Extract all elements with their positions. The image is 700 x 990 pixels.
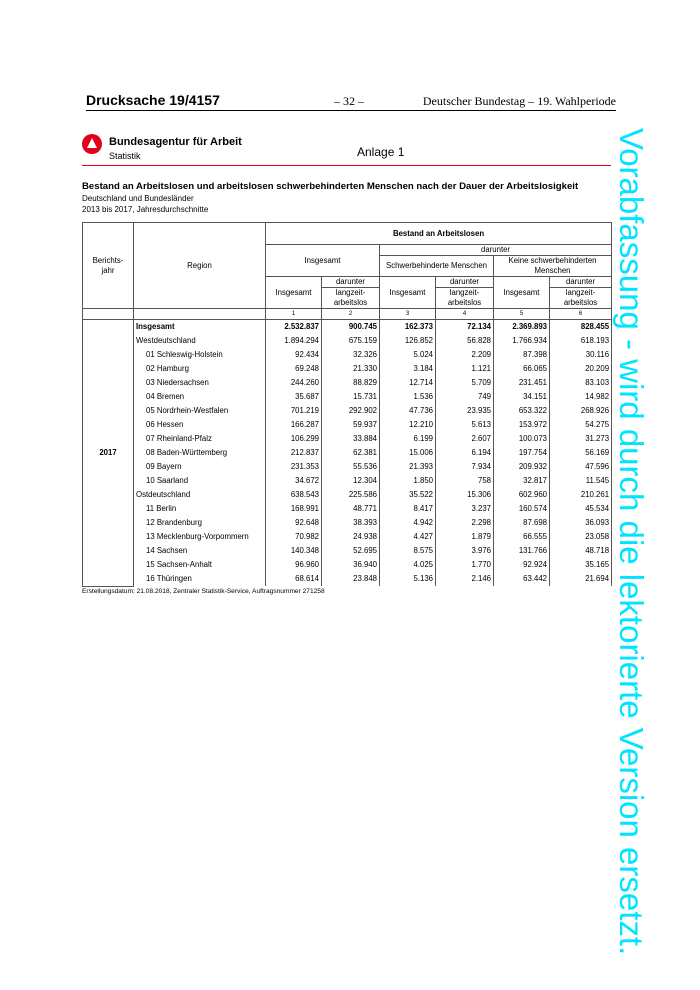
region-cell: 01 Schleswig-Holstein [134,348,266,362]
table-row [83,460,612,474]
header-bestand: Bestand an Arbeitslosen [266,223,612,245]
region-cell: 06 Hessen [134,418,266,432]
header-langzeit-2: langzeit- arbeitslos [436,288,494,309]
value-cell: 56.169 [550,446,612,460]
table-row [83,558,612,572]
value-cell: 15.006 [380,446,436,460]
value-cell: 1.766.934 [494,334,550,348]
value-cell: 15.306 [436,488,494,502]
column-index: 6 [550,309,612,320]
header-keine-schwerbehindert: Keine schwerbehinderten Menschen [494,256,612,277]
region-cell: 16 Thüringen [134,572,266,586]
region-cell: 04 Bremen [134,390,266,404]
table-row [83,516,612,530]
table-row [83,404,612,418]
table-row [83,432,612,446]
table-row [83,348,612,362]
value-cell: 30.116 [550,348,612,362]
value-cell: 3.237 [436,502,494,516]
value-cell: 59.937 [322,418,380,432]
table-row [83,572,612,586]
value-cell: 21.694 [550,572,612,586]
table-row [83,320,612,335]
value-cell: 47.736 [380,404,436,418]
value-cell: 2.298 [436,516,494,530]
value-cell: 126.852 [380,334,436,348]
footnote: Erstellungsdatum: 21.08.2018, Zentraler Statistik-Service, Auftragsnummer 271258 [82,588,325,595]
value-cell: 62.381 [322,446,380,460]
value-cell: 69.248 [266,362,322,376]
value-cell: 72.134 [436,320,494,335]
value-cell: 35.522 [380,488,436,502]
table-row [83,446,612,460]
watermark-text: Vorabfassung - wird durch die lektorierte Version ersetzt. [613,128,650,956]
value-cell: 7.934 [436,460,494,474]
table-subtitle-period: 2013 bis 2017, Jahresdurchschnitte [82,205,209,214]
value-cell: 15.731 [322,390,380,404]
value-cell: 31.273 [550,432,612,446]
value-cell: 2.369.893 [494,320,550,335]
region-cell: 08 Baden-Württemberg [134,446,266,460]
value-cell: 225.586 [322,488,380,502]
value-cell: 23.935 [436,404,494,418]
column-index: 1 [266,309,322,320]
value-cell: 34.672 [266,474,322,488]
value-cell: 675.159 [322,334,380,348]
value-cell: 34.151 [494,390,550,404]
value-cell: 36.093 [550,516,612,530]
value-cell: 48.771 [322,502,380,516]
value-cell: 56.828 [436,334,494,348]
value-cell: 638.543 [266,488,322,502]
header-schwerbehindert: Schwerbehinderte Menschen [380,256,494,277]
value-cell: 5.136 [380,572,436,586]
region-cell: 03 Niedersachsen [134,376,266,390]
value-cell: 160.574 [494,502,550,516]
column-index: 5 [494,309,550,320]
value-cell: 162.373 [380,320,436,335]
table-row [83,390,612,404]
value-cell: 653.322 [494,404,550,418]
table-row [83,544,612,558]
value-cell: 231.353 [266,460,322,474]
document-number [86,92,220,108]
region-cell: 10 Saarland [134,474,266,488]
region-cell: 14 Sachsen [134,544,266,558]
region-cell: 13 Mecklenburg-Vorpommern [134,530,266,544]
region-cell: 02 Hamburg [134,362,266,376]
agency-logo-icon [82,134,102,154]
value-cell: 92.434 [266,348,322,362]
header-insgesamt-1: Insgesamt [266,277,322,309]
table-row [83,418,612,432]
value-cell: 4.025 [380,558,436,572]
value-cell: 618.193 [550,334,612,348]
region-cell: 07 Rheinland-Pfalz [134,432,266,446]
header-insgesamt-2: Insgesamt [380,277,436,309]
value-cell: 96.960 [266,558,322,572]
value-cell: 52.695 [322,544,380,558]
table-row [83,502,612,516]
value-cell: 32.817 [494,474,550,488]
table-row [83,530,612,544]
value-cell: 153.972 [494,418,550,432]
region-cell: 11 Berlin [134,502,266,516]
value-cell: 54.275 [550,418,612,432]
value-cell: 5.024 [380,348,436,362]
document-number-value: 4157 [188,92,220,108]
value-cell: 292.902 [322,404,380,418]
value-cell: 2.607 [436,432,494,446]
value-cell: 1.879 [436,530,494,544]
agency-name: Bundesagentur für Arbeit [109,136,242,148]
header-langzeit-1: langzeit- arbeitslos [322,288,380,309]
value-cell: 231.451 [494,376,550,390]
value-cell: 87.698 [494,516,550,530]
table-row [83,376,612,390]
value-cell: 209.932 [494,460,550,474]
value-cell: 4.427 [380,530,436,544]
index-empty-year [83,309,134,320]
annex-label: Anlage 1 [357,145,405,159]
value-cell: 45.534 [550,502,612,516]
value-cell: 63.442 [494,572,550,586]
header-insgesamt-3: Insgesamt [494,277,550,309]
agency-logo [82,134,282,166]
value-cell: 20.209 [550,362,612,376]
value-cell: 83.103 [550,376,612,390]
value-cell: 4.942 [380,516,436,530]
value-cell: 88.829 [322,376,380,390]
agency-sub: Statistik [109,151,141,161]
value-cell: 3.976 [436,544,494,558]
value-cell: 1.770 [436,558,494,572]
divider [82,165,611,166]
value-cell: 1.121 [436,362,494,376]
page-header [86,92,616,111]
value-cell: 166.287 [266,418,322,432]
value-cell: 12.714 [380,376,436,390]
value-cell: 14.982 [550,390,612,404]
region-cell: Insgesamt [134,320,266,335]
value-cell: 38.393 [322,516,380,530]
value-cell: 70.982 [266,530,322,544]
value-cell: 66.555 [494,530,550,544]
value-cell: 48.718 [550,544,612,558]
value-cell: 5.613 [436,418,494,432]
value-cell: 92.648 [266,516,322,530]
value-cell: 12.304 [322,474,380,488]
header-darunter: darunter [380,245,612,256]
value-cell: 8.575 [380,544,436,558]
region-cell: Westdeutschland [134,334,266,348]
value-cell: 758 [436,474,494,488]
region-cell: 09 Bayern [134,460,266,474]
value-cell: 33.884 [322,432,380,446]
value-cell: 1.850 [380,474,436,488]
value-cell: 36.940 [322,558,380,572]
year-cell: 2017 [83,320,134,587]
value-cell: 900.745 [322,320,380,335]
value-cell: 12.210 [380,418,436,432]
index-empty-region [134,309,266,320]
value-cell: 5.709 [436,376,494,390]
value-cell: 1.894.294 [266,334,322,348]
value-cell: 828.455 [550,320,612,335]
table-title: Bestand an Arbeitslosen und arbeitslosen schwerbehinderten Menschen nach der Dauer der Arbeitslosigkeit [82,181,579,192]
value-cell: 68.614 [266,572,322,586]
value-cell: 701.219 [266,404,322,418]
value-cell: 749 [436,390,494,404]
value-cell: 210.261 [550,488,612,502]
value-cell: 11.545 [550,474,612,488]
value-cell: 100.073 [494,432,550,446]
value-cell: 602.960 [494,488,550,502]
value-cell: 212.837 [266,446,322,460]
document-prefix: Drucksache 19/ [86,92,189,108]
table-row [83,334,612,348]
value-cell: 32.326 [322,348,380,362]
value-cell: 87.398 [494,348,550,362]
value-cell: 244.260 [266,376,322,390]
value-cell: 131.766 [494,544,550,558]
region-cell: Ostdeutschland [134,488,266,502]
value-cell: 1.536 [380,390,436,404]
header-darunter-3: darunter [550,277,612,288]
value-cell: 92.924 [494,558,550,572]
header-langzeit-3: langzeit- arbeitslos [550,288,612,309]
value-cell: 55.536 [322,460,380,474]
table-row [83,474,612,488]
header-insgesamt-group: Insgesamt [266,245,380,277]
header-region: Region [134,223,266,309]
value-cell: 197.754 [494,446,550,460]
value-cell: 3.184 [380,362,436,376]
header-year: Berichts- jahr [83,223,134,309]
value-cell: 35.687 [266,390,322,404]
value-cell: 268.926 [550,404,612,418]
value-cell: 106.299 [266,432,322,446]
region-cell: 12 Brandenburg [134,516,266,530]
value-cell: 21.330 [322,362,380,376]
value-cell: 2.209 [436,348,494,362]
region-cell: 05 Nordrhein-Westfalen [134,404,266,418]
header-darunter-1: darunter [322,277,380,288]
value-cell: 6.199 [380,432,436,446]
parliament-term: Deutscher Bundestag – 19. Wahlperiode [422,94,616,108]
column-index: 2 [322,309,380,320]
value-cell: 24.938 [322,530,380,544]
value-cell: 140.348 [266,544,322,558]
header-darunter-2: darunter [436,277,494,288]
table-row [83,488,612,502]
value-cell: 23.848 [322,572,380,586]
watermark [609,128,653,956]
value-cell: 35.165 [550,558,612,572]
value-cell: 66.065 [494,362,550,376]
data-table [82,222,612,587]
value-cell: 47.596 [550,460,612,474]
table-row [83,362,612,376]
table-subtitle-scope: Deutschland und Bundesländer [82,194,194,203]
value-cell: 8.417 [380,502,436,516]
page-number: – 32 – [334,94,364,108]
region-cell: 15 Sachsen-Anhalt [134,558,266,572]
value-cell: 2.146 [436,572,494,586]
value-cell: 21.393 [380,460,436,474]
value-cell: 6.194 [436,446,494,460]
value-cell: 168.991 [266,502,322,516]
value-cell: 23.058 [550,530,612,544]
column-index: 4 [436,309,494,320]
column-index: 3 [380,309,436,320]
value-cell: 2.532.837 [266,320,322,335]
